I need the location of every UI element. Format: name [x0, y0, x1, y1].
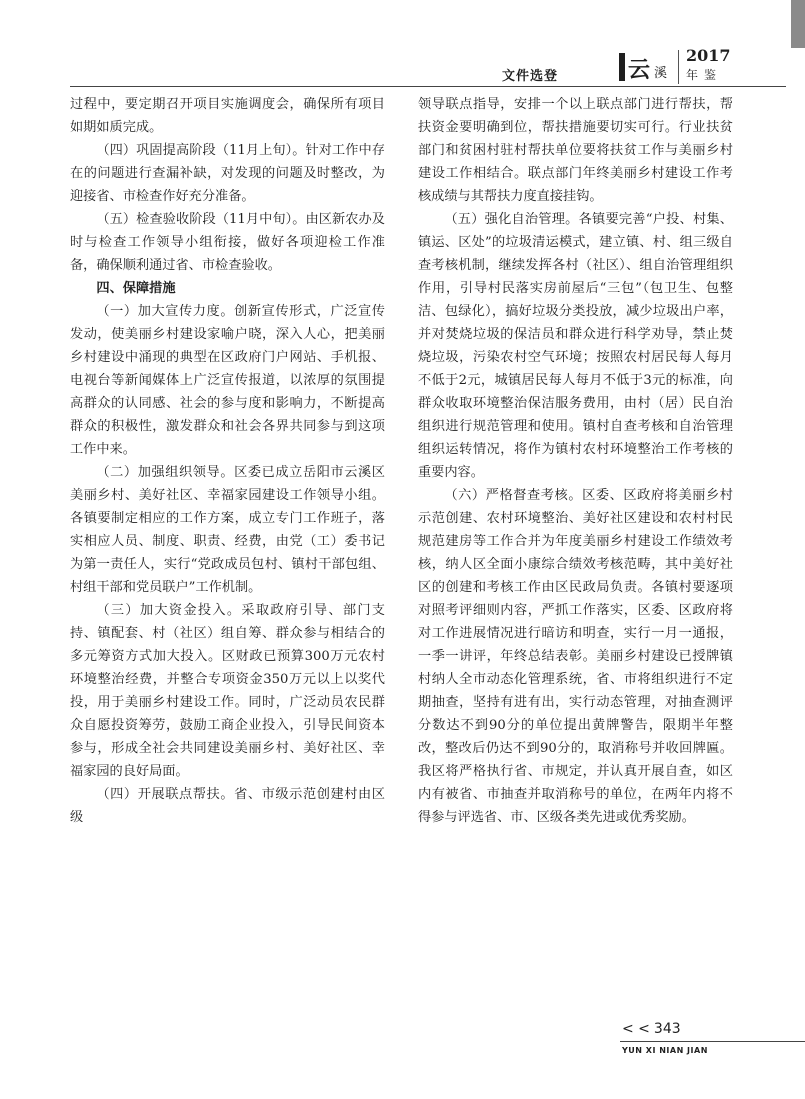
edge-tab — [791, 0, 805, 48]
page-number-block — [622, 1021, 685, 1037]
paragraph: （三）加大资金投入。采取政府引导、部门支持、镇配套、村（社区）组自筹、群众参与相结合的多元筹资方式加大投入。区财政已预算300万元农村环境整治经费，并整合专项资金350万元以上以奖代投，用于美丽乡村建设工作。同时，广泛动员农民群众自愿投资筹劳，鼓励工商企业投入，引导民间资本参与，形成全社会共同建设美丽乡村、美好社区、幸福家园的良好局面。 — [70, 603, 385, 779]
logo-mark — [618, 50, 678, 84]
paragraph: （五）强化自治管理。各镇要完善“户投、村集、镇运、区处”的垃圾清运模式，建立镇、村、组三级自查考核机制，继续发挥各村（社区）、组自治管理组织作用，引导村民落实房前屋后“三包”（包卫生、包整洁、包绿化），搞好垃圾分类投放，减少垃圾出户率，并对焚烧垃圾的保洁员和群众进行科学劝导，禁止焚烧垃圾，污染农村空气环境；按照农村居民每人每月不低于2元，城镇居民每人每月不低于3元的标准，向群众收取环境整治保洁服务费用，由村（居）民自治组织进行规范管理和使用。镇村自查考核和自治管理组织运转情况，将作为镇村农村环境整治工作考核的重要内容。 — [418, 212, 733, 480]
paragraph: （一）加大宣传力度。创新宣传形式，广泛宣传发动，使美丽乡村建设家喻户晓，深入人心，把美丽乡村建设中涌现的典型在区政府门户网站、手机报、电视台等新闻媒体上广泛宣传报道，以浓厚的氛围提高群众的认同感、社会的参与度和影响力，不断提高群众的积极性，激发群众和社会各界共同参与到这项工作中来。 — [70, 304, 385, 457]
header-separator — [678, 50, 679, 84]
header-rule — [70, 86, 786, 87]
header-section-title: 文件选登 — [502, 69, 559, 84]
footer-rule — [620, 1041, 805, 1042]
header-subtitle: 年鉴 — [686, 68, 723, 82]
page-prefix-arrows: < < — [622, 1021, 650, 1037]
header-year: 2017 — [686, 46, 731, 65]
yunxi-logo — [618, 50, 678, 84]
left-column — [70, 93, 385, 829]
logo-char-2: 溪 — [654, 66, 668, 81]
paragraph: （六）严格督查考核。区委、区政府将美丽乡村示范创建、农村环境整治、美好社区建设和农村村民规范建房等工作合并为年度美丽乡村建设工作绩效考核，纳人区全面小康综合绩效考核范畴，其中美好社区的创建和考核工作由区民政局负责。各镇村要逐项对照考评细则内容，严抓工作落实，区委、区政府将对工作进展情况进行暗访和明查，实行一月一通报，一季一讲评，年终总结表彰。美丽乡村建设已授牌镇村纳人全市动态化管理系统，省、市将组织进行不定期抽查，坚持有进有出，实行动态管理，对抽查测评分数达不到90分的单位提出黄牌警告，限期半年整改，整改后仍达不到90分的，取消称号并收回牌匾。我区将严格执行省、市规定，并认真开展自查，如区内有被省、市抽查并取消称号的单位，在两年内将不得参与评选省、市、区级各类先进或优秀奖励。 — [418, 488, 733, 825]
paragraph: （四）巩固提高阶段（11月上旬）。针对工作中存在的问题进行查漏补缺，对发现的问题及时整改，为迎接省、市检查作好充分准备。 — [70, 143, 385, 204]
right-column — [418, 93, 733, 829]
running-title: YUN XI NIAN JIAN — [622, 1046, 708, 1055]
paragraph: （四）开展联点帮扶。省、市级示范创建村由区级 — [70, 787, 385, 825]
paragraph: （五）检查验收阶段（11月中旬）。由区新农办及时与检查工作领导小组衔接，做好各项迎检工作准备，确保顺利通过省、市检查验收。 — [70, 212, 385, 273]
paragraph: 过程中，要定期召开项目实施调度会，确保所有项目如期如质完成。 — [70, 97, 385, 135]
paragraph: （二）加强组织领导。区委已成立岳阳市云溪区美丽乡村、美好社区、幸福家园建设工作领导小组。各镇要制定相应的工作方案，成立专门工作班子，落实相应人员、制度、职责、经费，由党（工）委书记为第一责任人，实行“党政成员包村、镇村干部包组、村组干部和党员联户”工作机制。 — [70, 465, 385, 595]
page-header — [0, 46, 805, 88]
page-number: 343 — [653, 1021, 681, 1037]
paragraph: 领导联点指导，安排一个以上联点部门进行帮扶，帮扶资金要明确到位，帮扶措施要切实可行。行业扶贫部门和贫困村驻村帮扶单位要将扶贫工作与美丽乡村建设工作相结合。联点部门年终美丽乡村建设工作考核成绩与其帮扶力度直接挂钩。 — [418, 97, 733, 204]
section-heading: 四、保障措施 — [96, 281, 176, 296]
logo-char-1: 云 — [628, 57, 651, 83]
